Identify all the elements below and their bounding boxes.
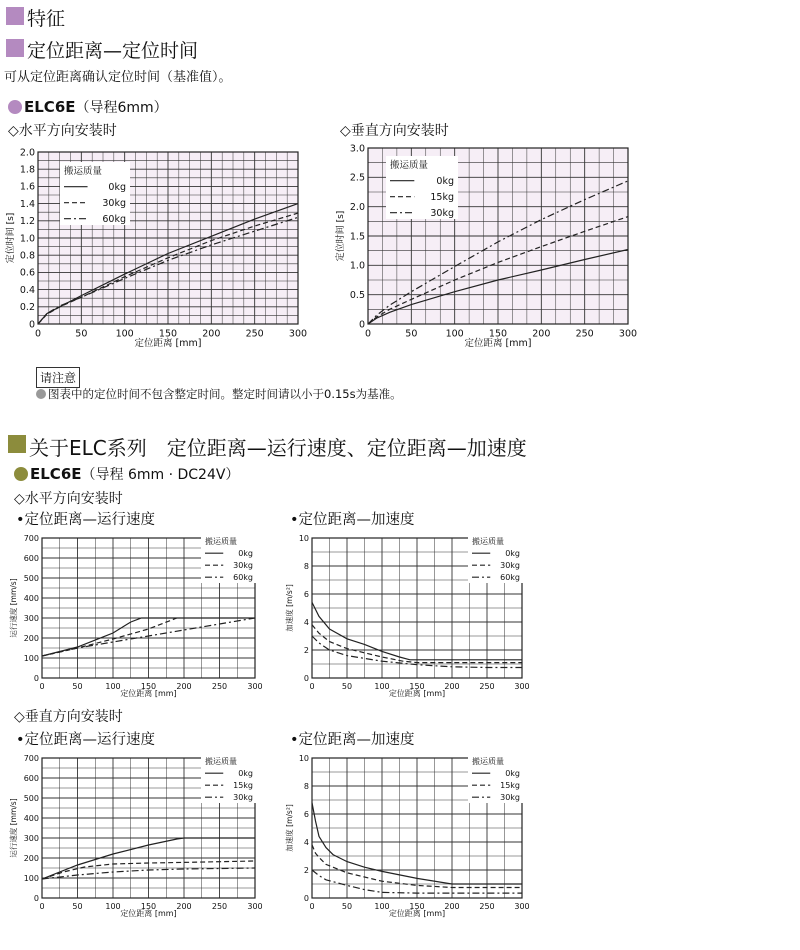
legend-label: 0kg xyxy=(436,176,454,187)
section-marker-elc xyxy=(8,435,26,453)
note-label: 请注意 xyxy=(36,367,80,388)
x-axis-label: 定位距离 [mm] xyxy=(388,689,446,698)
legend-label: 30kg xyxy=(102,198,126,209)
y-tick-label: 700 xyxy=(23,753,39,763)
x-tick-label: 0 xyxy=(309,682,315,691)
y-tick-label: 2 xyxy=(303,645,309,655)
legend-title: 搬运质量 xyxy=(205,537,237,546)
purple-bullet-icon xyxy=(8,100,22,114)
accel-title-horizontal: •定位距离—加速度 xyxy=(290,512,415,528)
x-tick-label: 200 xyxy=(176,682,192,691)
y-tick-label: 300 xyxy=(23,613,39,623)
legend xyxy=(201,756,257,803)
x-axis-label: 定位距离 [mm] xyxy=(120,689,177,698)
y-tick-label: 10 xyxy=(298,533,309,543)
x-tick-label: 50 xyxy=(72,902,83,911)
y-tick-label: 10 xyxy=(298,753,309,763)
x-tick-label: 300 xyxy=(247,682,263,691)
chart-speed-vertical xyxy=(0,750,270,922)
model1-label xyxy=(8,97,168,117)
x-tick-label: 100 xyxy=(445,328,464,340)
x-tick-label: 50 xyxy=(75,328,88,340)
x-axis-label: 定位距离 [mm] xyxy=(464,338,532,349)
legend xyxy=(60,162,130,225)
x-tick-label: 150 xyxy=(409,682,425,691)
legend-label: 30kg xyxy=(233,561,253,570)
x-tick-label: 150 xyxy=(488,328,508,340)
y-tick-label: 3.0 xyxy=(349,143,365,155)
legend xyxy=(468,756,524,803)
y-axis-label: 加速度 [m/s²] xyxy=(285,804,294,852)
x-tick-label: 250 xyxy=(575,328,594,340)
model2-code: ELC6E xyxy=(30,465,82,483)
x-tick-label: 100 xyxy=(115,328,134,340)
legend-label: 15kg xyxy=(500,781,520,790)
legend-title: 搬运质量 xyxy=(472,757,504,766)
section-marker-distance-time xyxy=(6,39,24,57)
y-tick-label: 100 xyxy=(23,653,39,663)
note-text: 图表中的定位时间不包含整定时间。整定时间请以小于0.15s为基准。 xyxy=(48,387,402,401)
y-tick-label: 2.0 xyxy=(19,147,35,159)
legend-label: 0kg xyxy=(505,769,520,778)
x-tick-label: 250 xyxy=(245,328,264,340)
y-tick-label: 300 xyxy=(23,833,39,843)
x-axis-label: 定位距离 [mm] xyxy=(120,909,177,918)
legend-label: 15kg xyxy=(430,192,454,203)
legend-title: 搬运质量 xyxy=(390,160,429,171)
note-text-row xyxy=(36,386,402,402)
x-tick-label: 0 xyxy=(309,902,315,911)
y-tick-label: 700 xyxy=(23,533,39,543)
y-tick-label: 1.2 xyxy=(19,216,35,228)
legend-label: 0kg xyxy=(505,549,520,558)
y-tick-label: 4 xyxy=(303,617,309,627)
y-tick-label: 6 xyxy=(303,809,309,819)
y-tick-label: 0 xyxy=(303,673,309,683)
y-axis-label: 加速度 [m/s²] xyxy=(285,584,294,632)
vertical-label-2: ◇垂直方向安装时 xyxy=(14,709,123,725)
y-tick-label: 600 xyxy=(23,553,39,563)
x-tick-label: 300 xyxy=(247,902,263,911)
chart-time-vertical xyxy=(330,140,650,355)
horizontal-label-1: ◇水平方向安装时 xyxy=(8,123,117,139)
chart-accel-vertical xyxy=(280,750,535,922)
x-tick-label: 250 xyxy=(211,902,228,911)
y-tick-label: 100 xyxy=(23,873,39,883)
model2-spec: （导程 6mm · DC24V） xyxy=(81,467,240,483)
x-tick-label: 150 xyxy=(409,902,425,911)
x-tick-label: 200 xyxy=(176,902,192,911)
x-axis-label: 定位距离 [mm] xyxy=(388,909,446,918)
legend-label: 30kg xyxy=(500,561,520,570)
legend xyxy=(201,536,257,583)
x-tick-label: 0 xyxy=(364,328,372,340)
y-tick-label: 0.6 xyxy=(19,267,35,279)
legend-label: 30kg xyxy=(233,793,253,802)
legend-label: 30kg xyxy=(500,793,520,802)
section-marker-features xyxy=(6,7,24,25)
y-tick-label: 0 xyxy=(33,673,39,683)
accel-title-vertical: •定位距离—加速度 xyxy=(290,732,415,748)
vertical-label-1: ◇垂直方向安装时 xyxy=(340,123,449,139)
y-tick-label: 600 xyxy=(23,773,39,783)
x-tick-label: 300 xyxy=(514,902,530,911)
y-tick-label: 500 xyxy=(23,793,39,803)
y-tick-label: 1.0 xyxy=(349,260,365,272)
x-tick-label: 200 xyxy=(202,328,221,340)
x-tick-label: 100 xyxy=(374,902,390,911)
y-tick-label: 0.2 xyxy=(19,302,35,314)
x-tick-label: 0 xyxy=(39,682,45,691)
y-tick-label: 200 xyxy=(23,633,39,643)
y-axis-label: 定位时间 [s] xyxy=(336,210,346,262)
legend-label: 0kg xyxy=(108,182,126,193)
y-tick-label: 0.5 xyxy=(349,289,365,301)
x-tick-label: 0 xyxy=(39,902,45,911)
x-tick-label: 150 xyxy=(140,902,157,911)
model2-label xyxy=(14,464,239,484)
x-tick-label: 300 xyxy=(618,328,638,340)
olive-bullet-icon xyxy=(14,467,28,481)
y-tick-label: 200 xyxy=(23,853,39,863)
y-tick-label: 400 xyxy=(23,813,39,823)
x-tick-label: 300 xyxy=(288,328,308,340)
model1-spec: （导程6mm） xyxy=(75,100,168,116)
x-tick-label: 250 xyxy=(479,682,495,691)
x-tick-label: 0 xyxy=(34,328,42,340)
legend-title: 搬运质量 xyxy=(472,537,504,546)
y-tick-label: 2 xyxy=(303,865,309,875)
legend-label: 60kg xyxy=(233,573,253,582)
y-tick-label: 2.5 xyxy=(349,172,365,184)
x-tick-label: 100 xyxy=(105,902,121,911)
x-tick-label: 100 xyxy=(374,682,390,691)
y-tick-label: 1.8 xyxy=(19,164,35,176)
y-tick-label: 0.8 xyxy=(19,250,35,262)
x-tick-label: 150 xyxy=(158,328,178,340)
y-tick-label: 6 xyxy=(303,589,309,599)
legend-label: 60kg xyxy=(102,214,126,225)
horizontal-label-2: ◇水平方向安装时 xyxy=(14,491,123,507)
y-axis-label: 运行速度 [mm/s] xyxy=(9,578,18,638)
y-tick-label: 1.6 xyxy=(19,181,35,193)
legend-label: 30kg xyxy=(430,208,454,219)
speed-title-vertical: •定位距离—运行速度 xyxy=(16,732,156,748)
model1-code: ELC6E xyxy=(24,98,76,116)
y-tick-label: 8 xyxy=(303,781,309,791)
x-tick-label: 150 xyxy=(140,682,157,691)
y-tick-label: 500 xyxy=(23,573,39,583)
y-axis-label: 定位时间 [s] xyxy=(6,212,16,264)
legend-label: 60kg xyxy=(500,573,520,582)
y-tick-label: 1.4 xyxy=(19,198,35,210)
section2-heading: 关于ELC系列 定位距离—运行速度、定位距离—加速度 xyxy=(29,436,527,460)
y-tick-label: 0.4 xyxy=(19,284,35,296)
legend-label: 0kg xyxy=(238,549,253,558)
y-tick-label: 0 xyxy=(303,893,309,903)
distance-time-heading: 定位距离—定位时间 xyxy=(27,40,199,62)
note-bullet-icon xyxy=(36,389,46,399)
x-tick-label: 200 xyxy=(444,902,460,911)
legend xyxy=(386,156,458,219)
y-tick-label: 400 xyxy=(23,593,39,603)
y-tick-label: 0 xyxy=(28,319,35,331)
y-tick-label: 4 xyxy=(303,837,309,847)
y-tick-label: 1.0 xyxy=(19,233,35,245)
x-tick-label: 50 xyxy=(72,682,83,691)
x-tick-label: 200 xyxy=(532,328,551,340)
y-axis-label: 运行速度 [mm/s] xyxy=(9,798,18,858)
y-tick-label: 8 xyxy=(303,561,309,571)
x-tick-label: 50 xyxy=(405,328,418,340)
y-tick-label: 0 xyxy=(33,893,39,903)
legend xyxy=(468,536,524,583)
speed-title-horizontal: •定位距离—运行速度 xyxy=(16,512,156,528)
x-tick-label: 300 xyxy=(514,682,530,691)
x-tick-label: 50 xyxy=(341,682,353,691)
x-tick-label: 250 xyxy=(211,682,228,691)
chart-time-horizontal xyxy=(0,140,320,355)
legend-title: 搬运质量 xyxy=(64,166,103,177)
y-tick-label: 2.0 xyxy=(349,201,365,213)
chart-accel-horizontal xyxy=(280,530,535,702)
x-tick-label: 50 xyxy=(341,902,353,911)
legend-label: 15kg xyxy=(233,781,253,790)
x-tick-label: 250 xyxy=(479,902,495,911)
y-tick-label: 0 xyxy=(358,319,365,331)
features-heading: 特征 xyxy=(27,8,66,30)
x-axis-label: 定位距离 [mm] xyxy=(134,338,202,349)
chart-speed-horizontal xyxy=(0,530,270,702)
legend-label: 0kg xyxy=(238,769,253,778)
legend-title: 搬运质量 xyxy=(205,757,237,766)
y-tick-label: 1.5 xyxy=(349,231,365,243)
x-tick-label: 200 xyxy=(444,682,460,691)
x-tick-label: 100 xyxy=(105,682,121,691)
intro-text: 可从定位距离确认定位时间（基准值）。 xyxy=(4,70,232,85)
